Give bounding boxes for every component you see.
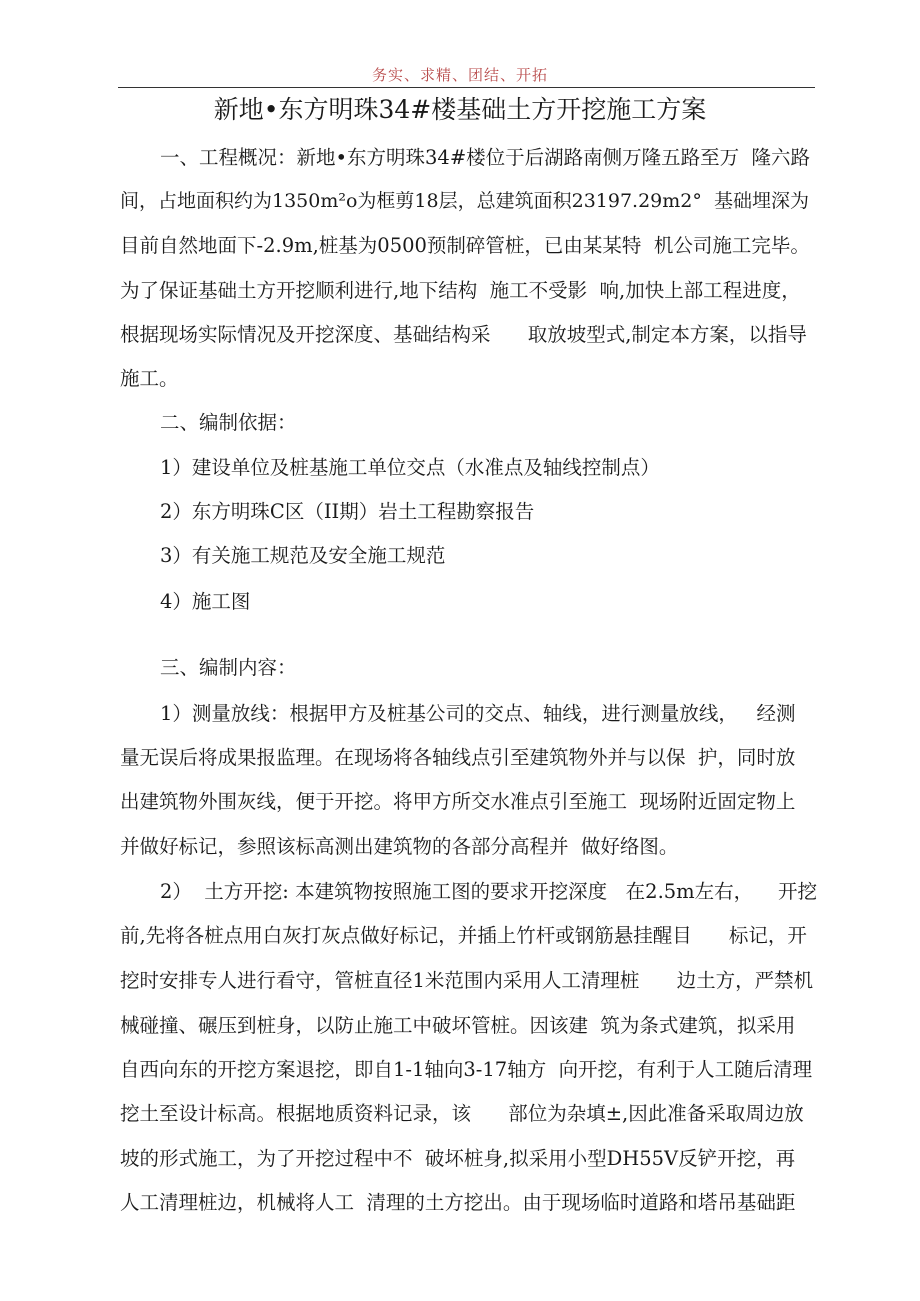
- section-heading: 三、编制内容：: [160, 656, 297, 679]
- paragraph-line: 出建筑物外围灰线，便于开挖。将甲方所交水准点引至施工 现场附近固定物上: [120, 790, 796, 813]
- paragraph-line: 1）测量放线：根据甲方及桩基公司的交点、轴线，进行测量放线， 经测: [160, 702, 796, 725]
- paragraph-line: 量无误后将成果报监理。在现场将各轴线点引至建筑物外并与以保 护，同时放: [120, 746, 796, 769]
- list-item: 3）有关施工规范及安全施工规范: [160, 544, 446, 567]
- paragraph-line: 目前自然地面下-2.9m,桩基为0500预制碎管桩，已由某某特 机公司施工完毕。: [120, 234, 810, 257]
- header-divider: [118, 87, 815, 88]
- paragraph-line: 坡的形式施工，为了开挖过程中不 破坏桩身,拟采用小型DH55V反铲开挖，再: [120, 1147, 796, 1170]
- paragraph-line: 间，占地面积约为1350m²o为框剪18层，总建筑面积23197.29m2° 基础埋深为: [120, 190, 809, 212]
- paragraph-line: 施工。: [120, 367, 179, 390]
- paragraph-line: 一、工程概况：新地•东方明珠34#楼位于后湖路南侧万隆五路至万 隆六路: [160, 146, 811, 169]
- document-title: 新地•东方明珠34#楼基础土方开挖施工方案: [213, 95, 707, 124]
- paragraph-line: 并做好标记，参照该标高测出建筑物的各部分高程并 做好络图。: [120, 835, 679, 858]
- paragraph-line: 械碰撞、碾压到桩身，以防止施工中破坏管桩。因该建 筑为条式建筑，拟采用: [120, 1014, 796, 1037]
- list-item: 1）建设单位及桩基施工单位交点（水准点及轴线控制点）: [160, 456, 660, 479]
- paragraph-line: 自西向东的开挖方案退挖，即自1-1轴向3-17轴方 向开挖，有利于人工随后清理: [120, 1058, 813, 1081]
- header-motto: 务实、求精、团结、开拓: [371, 66, 548, 84]
- paragraph-line: 人工清理桩边，机械将人工 清理的土方挖出。由于现场临时道路和塔吊基础距: [120, 1191, 796, 1214]
- paragraph-line: 根据现场实际情况及开挖深度、基础结构采 取放坡型式,制定本方案，以指导: [120, 323, 807, 346]
- paragraph-line: 挖时安排专人进行看守，管桩直径1米范围内采用人工清理桩 边土方，严禁机: [120, 969, 814, 992]
- paragraph-line: 为了保证基础土方开挖顺利进行,地下结构 施工不受影 响,加快上部工程进度，: [120, 279, 801, 302]
- paragraph-line: 2） 土方开挖: 本建筑物按照施工图的要求开挖深度 在2.5m左右， 开挖: [160, 880, 817, 903]
- list-item: 4）施工图: [160, 590, 251, 613]
- paragraph-line: 挖土至设计标高。根据地质资料记录，该 部位为杂填±,因此准备采取周边放: [120, 1102, 804, 1125]
- paragraph-line: 前,先将各桩点用白灰打灰点做好标记，并插上竹杆或钢筋悬挂醒目 标记，开: [120, 924, 807, 947]
- list-item: 2）东方明珠C区（II期）岩土工程勘察报告: [160, 500, 535, 523]
- section-heading: 二、编制依据：: [160, 411, 297, 434]
